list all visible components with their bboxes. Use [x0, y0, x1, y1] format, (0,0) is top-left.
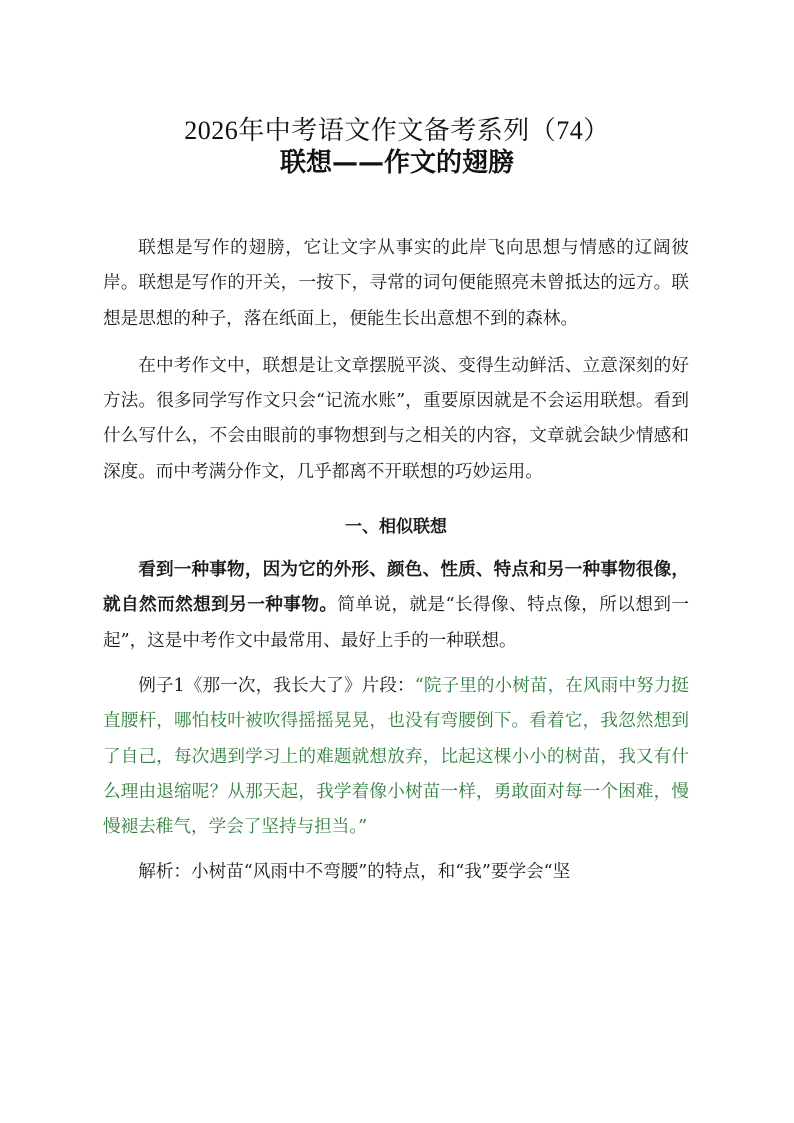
context-paragraph: 在中考作文中，联想是让文章摆脱平淡、变得生动鲜活、立意深刻的好方法。很多同学写作文只会“记流水账”，重要原因就是不会运用联想。看到什么写什么，不会由眼前的事物想到与之相关的内容，文章就会缺少情感和深度。而中考满分作文，几乎都离不开联想的巧妙运用。	[103, 355, 689, 482]
section-heading: 一、相似联想	[345, 517, 447, 538]
definition-bold-text: 看到一种事物，因为它的外形、颜色、性质、特点和另一种事物很像，就自然而然想到另一种事物。	[103, 560, 689, 616]
document-subtitle: 联想——作文的翅膀	[279, 148, 514, 178]
definition-paragraph	[103, 553, 689, 659]
example-quote: “院子里的小树苗，在风雨中努力挺直腰杆，哪怕枝叶被吹得摇摇晃晃，也没有弯腰倒下。看着它，我忽然想到了自己，每次遇到学习上的难题就想放弃，比起这棵小小的树苗，我又有什么理由退缩呢？从那天起，我学着像小树苗一样，勇敢面对每一个困难，慢慢褪去稚气，学会了坚持与担当。”	[103, 675, 689, 838]
analysis-paragraph: 解析：小树苗“风雨中不弯腰”的特点，和“我”要学会“坚	[138, 862, 571, 883]
document-body	[103, 231, 689, 901]
definition-text: 简单说，就是“长得像、特点像，所以想到一起”，这是中考作文中最常用、最好上手的一种联想。	[103, 595, 689, 651]
document-title: 2026年中考语文作文备考系列（74）	[184, 116, 610, 145]
example-label: 例子1《那一次，我长大了》片段：	[138, 675, 415, 696]
example-paragraph	[103, 669, 689, 845]
intro-paragraph: 联想是写作的翅膀，它让文字从事实的此岸飞向思想与情感的辽阔彼岸。联想是写作的开关，一按下，寻常的词句便能照亮未曾抵达的远方。联想是思想的种子，落在纸面上，便能生长出意想不到的森林。	[103, 238, 689, 329]
